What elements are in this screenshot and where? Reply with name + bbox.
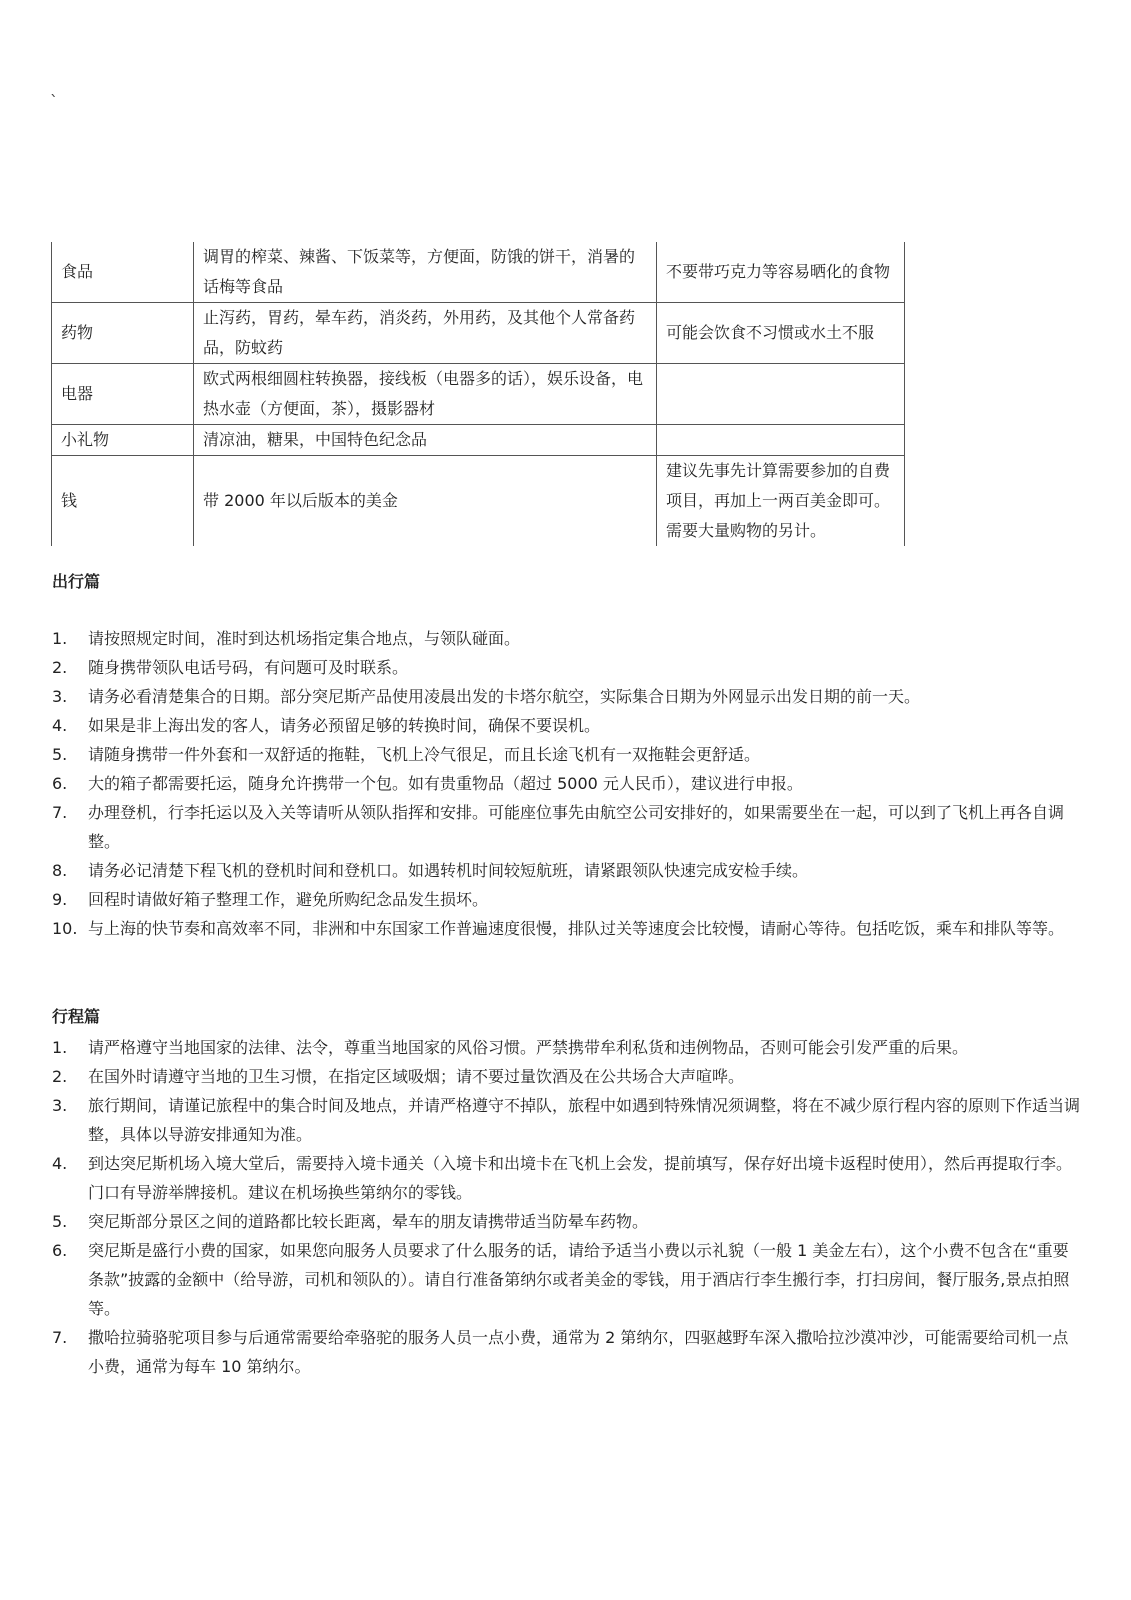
item-text: 与上海的快节奏和高效率不同，非洲和中东国家工作普遍速度很慢，排队过关等速度会比较慢，请耐心等待。包括吃饭，乘车和排队等等。: [88, 919, 1065, 938]
table-row: [52, 456, 905, 547]
item-text: 大的箱子都需要托运，随身允许携带一个包。如有贵重物品（超过 5000 元人民币），建议进行申报。: [88, 774, 803, 793]
table-row: [52, 425, 905, 456]
item-text: 旅行期间，请谨记旅程中的集合时间及地点，并请严格遵守不掉队，旅程中如遇到特殊情况须调整，将在不减少原行程内容的原则下作适当调整，具体以导游安排通知为准。: [88, 1096, 1081, 1144]
item-text: 回程时请做好箱子整理工作，避免所购纪念品发生损坏。: [88, 890, 489, 909]
travel-list: [52, 624, 1082, 943]
item-text: 请按照规定时间，准时到达机场指定集合地点，与领队碰面。: [88, 629, 521, 648]
item-number: 5.: [52, 745, 68, 764]
item-number: 7.: [52, 803, 68, 822]
item-number: 1.: [52, 629, 68, 648]
item-text: 请随身携带一件外套和一双舒适的拖鞋，飞机上冷气很足，而且长途飞机有一双拖鞋会更舒适。: [88, 745, 761, 764]
item-text: 请务必看清楚集合的日期。部分突尼斯产品使用凌晨出发的卡塔尔航空，实际集合日期为外网显示出发日期的前一天。: [88, 687, 921, 706]
item-number: 7.: [52, 1328, 68, 1347]
note-cell: [657, 364, 905, 425]
travel-section: [52, 570, 1082, 943]
note-cell: 建议先事先计算需要参加的自费项目，再加上一两百美金即可。需要大量购物的另计。: [657, 456, 905, 547]
category-cell: 钱: [52, 456, 194, 547]
category-cell: 小礼物: [52, 425, 194, 456]
item-text: 突尼斯是盛行小费的国家，如果您向服务人员要求了什么服务的话，请给予适当小费以示礼貌（一般 1 美金左右），这个小费不包含在“重要条款”披露的金额中（给导游，司机和领队的）。请自行准备第纳尔或者美金的零钱，用于酒店行李生搬行李，打扫房间，餐厅服务,景点拍照等。: [88, 1241, 1070, 1318]
item-number: 9.: [52, 890, 68, 909]
note-cell: [657, 425, 905, 456]
list-item: [52, 1236, 1082, 1323]
item-number: 10.: [52, 919, 78, 938]
item-number: 1.: [52, 1038, 68, 1057]
category-cell: 电器: [52, 364, 194, 425]
note-cell: 不要带巧克力等容易晒化的食物: [657, 242, 905, 303]
section-title: 出行篇: [52, 572, 101, 591]
list-item: [52, 1033, 1082, 1062]
list-item: [52, 885, 1082, 914]
item-text: 请严格遵守当地国家的法律、法令，尊重当地国家的风俗习惯。严禁携带牟利私货和违例物品，否则可能会引发严重的后果。: [88, 1038, 969, 1057]
list-item: [52, 914, 1082, 943]
item-number: 4.: [52, 1154, 68, 1173]
list-item: [52, 1207, 1082, 1236]
table-row: [52, 303, 905, 364]
item-number: 2.: [52, 1067, 68, 1086]
item-number: 6.: [52, 1241, 68, 1260]
category-cell: 食品: [52, 242, 194, 303]
section-title: 行程篇: [52, 1007, 101, 1026]
note-cell: 可能会饮食不习惯或水土不服: [657, 303, 905, 364]
list-item: [52, 740, 1082, 769]
item-text: 办理登机，行李托运以及入关等请听从领队指挥和安排。可能座位事先由航空公司安排好的，如果需要坐在一起，可以到了飞机上再各自调整。: [88, 803, 1065, 851]
category-cell: 药物: [52, 303, 194, 364]
item-text: 随身携带领队电话号码，有问题可及时联系。: [88, 658, 409, 677]
item-text: 如果是非上海出发的客人，请务必预留足够的转换时间，确保不要误机。: [88, 716, 601, 735]
item-text: 撒哈拉骑骆驼项目参与后通常需要给牵骆驼的服务人员一点小费，通常为 2 第纳尔，四驱越野车深入撒哈拉沙漠冲沙，可能需要给司机一点小费，通常为每车 10 第纳尔。: [88, 1328, 1069, 1376]
items-cell: 欧式两根细圆柱转换器，接线板（电器多的话），娱乐设备，电热水壶（方便面，茶），摄影器材: [194, 364, 657, 425]
item-number: 5.: [52, 1212, 68, 1231]
list-item: [52, 769, 1082, 798]
itinerary-section: [52, 1005, 1082, 1381]
item-text: 请务必记清楚下程飞机的登机时间和登机口。如遇转机时间较短航班，请紧跟领队快速完成安检手续。: [88, 861, 809, 880]
list-item: [52, 1323, 1082, 1381]
list-item: [52, 1091, 1082, 1149]
items-cell: 带 2000 年以后版本的美金: [194, 456, 657, 547]
list-item: [52, 711, 1082, 740]
list-item: [52, 624, 1082, 653]
item-number: 8.: [52, 861, 68, 880]
item-text: 突尼斯部分景区之间的道路都比较长距离，晕车的朋友请携带适当防晕车药物。: [88, 1212, 649, 1231]
list-item: [52, 856, 1082, 885]
list-item: [52, 1062, 1082, 1091]
items-cell: 调胃的榨菜、辣酱、下饭菜等，方便面，防饿的饼干，消暑的话梅等食品: [194, 242, 657, 303]
item-number: 4.: [52, 716, 68, 735]
item-text: 在国外时请遵守当地的卫生习惯，在指定区域吸烟；请不要过量饮酒及在公共场合大声喧哗。: [88, 1067, 745, 1086]
list-item: [52, 653, 1082, 682]
item-number: 3.: [52, 687, 68, 706]
item-number: 2.: [52, 658, 68, 677]
items-cell: 止泻药，胃药，晕车药，消炎药，外用药，及其他个人常备药品，防蚊药: [194, 303, 657, 364]
list-item: [52, 1149, 1082, 1207]
list-item: [52, 682, 1082, 711]
top-mark: `: [50, 92, 58, 111]
items-cell: 清凉油，糖果，中国特色纪念品: [194, 425, 657, 456]
item-number: 3.: [52, 1096, 68, 1115]
table-row: [52, 364, 905, 425]
list-item: [52, 798, 1082, 856]
packing-table: [51, 242, 905, 546]
itinerary-list: [52, 1033, 1082, 1381]
item-text: 到达突尼斯机场入境大堂后，需要持入境卡通关（入境卡和出境卡在飞机上会发，提前填写，保存好出境卡返程时使用），然后再提取行李。门口有导游举牌接机。建议在机场换些第纳尔的零钱。: [88, 1154, 1073, 1202]
table-row: [52, 242, 905, 303]
item-number: 6.: [52, 774, 68, 793]
